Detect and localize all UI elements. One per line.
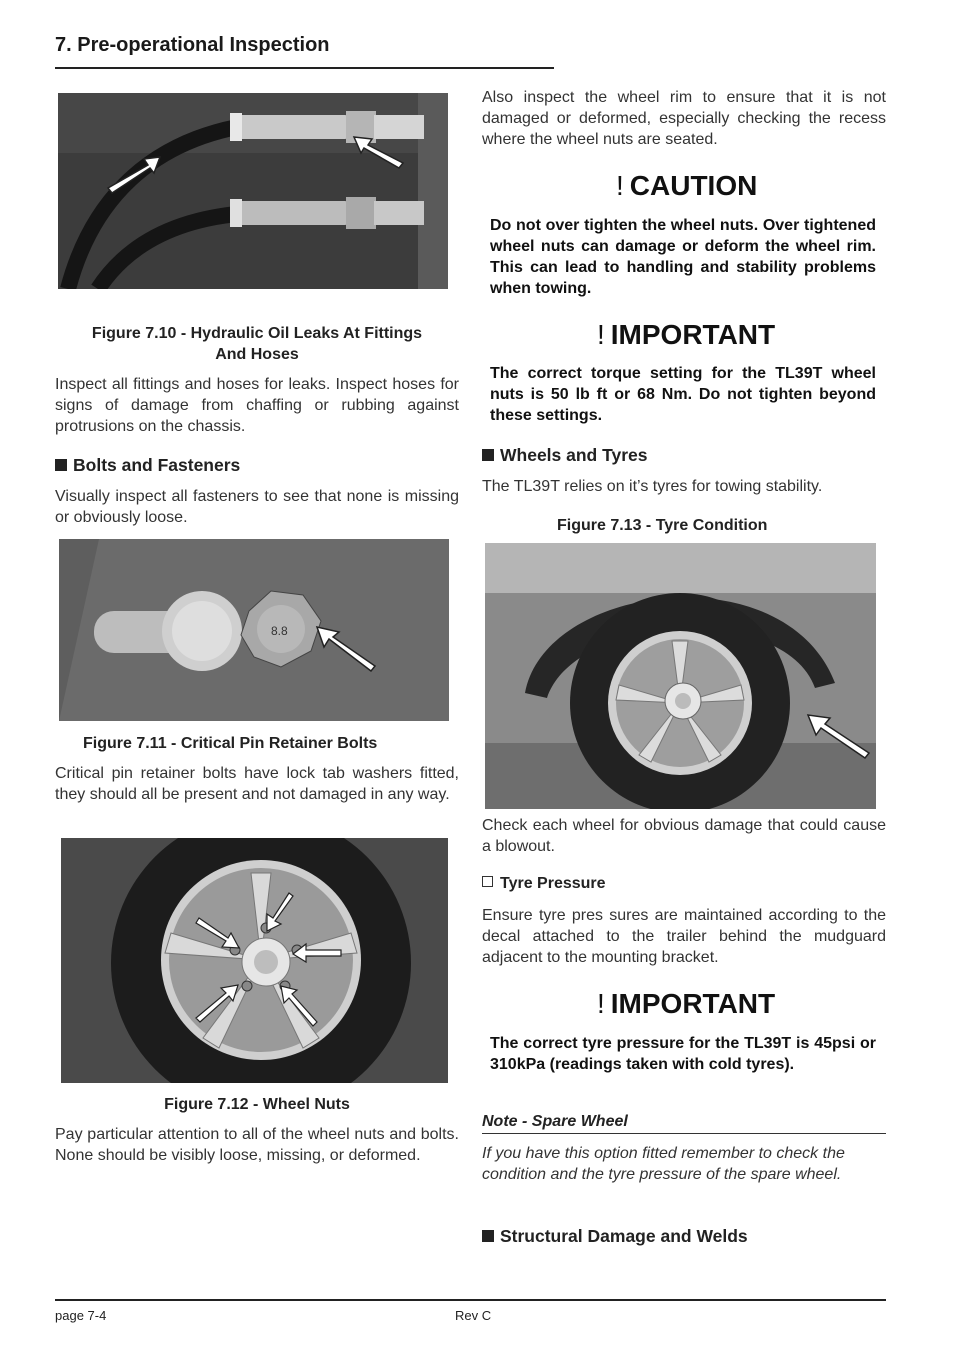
wheels-heading-label: Wheels and Tyres [500, 445, 648, 465]
note-body: If you have this option fitted remember to check the condition and the tyre pressure of the spare wheel. [482, 1145, 845, 1183]
important-title-1-label: IMPORTANT [610, 319, 776, 350]
exclamation-icon: ! [616, 170, 624, 201]
figure-7-10-caption-line2: And Hoses [215, 346, 299, 363]
rim-paragraph: Also inspect the wheel rim to ensure that it is not damaged or deformed, especially checking the recess where the wheel nuts are seated. [482, 89, 886, 148]
nuts-paragraph: Pay particular attention to all of the wheel nuts and bolts. None should be visibly loose, missing, or deformed. [55, 1126, 459, 1164]
checkbox-bullet-icon [482, 876, 493, 887]
square-bullet-icon [482, 1230, 494, 1242]
wheels-heading [482, 445, 886, 466]
header-divider [55, 67, 554, 69]
important-title-1 [597, 319, 775, 351]
check-paragraph: Check each wheel for obvious damage that could cause a blowout. [482, 817, 886, 855]
caution-title [616, 170, 757, 202]
footer-divider [55, 1299, 886, 1301]
exclamation-icon: ! [597, 319, 605, 350]
hoses-paragraph: Inspect all fittings and hoses for leaks. Inspect hoses for signs of damage from chaffing or rubbing against protrusions on the chassis. [55, 376, 459, 435]
revision-label: Rev C [455, 1308, 492, 1323]
figure-7-10-caption-line1: Figure 7.10 - Hydraulic Oil Leaks At Fittings [91, 325, 423, 342]
wheels-paragraph: The TL39T relies on it’s tyres for towing stability. [482, 478, 823, 495]
page-title: 7. Pre-operational Inspection [55, 34, 330, 56]
important-title-2 [597, 988, 775, 1020]
square-bullet-icon [55, 459, 67, 471]
pin-paragraph: Critical pin retainer bolts have lock tab washers fitted, they should all be present and not damaged in any way. [55, 765, 459, 803]
important-body-2: The correct tyre pressure for the TL39T is 45psi or 310kPa (readings taken with cold tyres). [490, 1035, 876, 1073]
square-bullet-icon [482, 449, 494, 461]
figure-7-11-caption: Figure 7.11 - Critical Pin Retainer Bolts [83, 735, 378, 752]
caution-body: Do not over tighten the wheel nuts. Over tightened wheel nuts can damage or deform the wheel rim. This can lead to handling and stability problems when towing. [490, 217, 876, 297]
exclamation-icon: ! [597, 988, 605, 1019]
bolts-heading-label: Bolts and Fasteners [73, 455, 241, 475]
note-heading: Note - Spare Wheel [482, 1113, 886, 1134]
figure-7-10-caption [55, 323, 459, 365]
figure-7-12-photo [61, 838, 448, 1083]
bolts-paragraph: Visually inspect all fasteners to see that none is missing or obviously loose. [55, 488, 459, 526]
pressure-paragraph: Ensure tyre pres sures are maintained according to the decal attached to the trailer behind the mudguard adjacent to the mounting bracket. [482, 907, 886, 966]
structural-heading [482, 1226, 886, 1247]
bolts-heading [55, 455, 459, 476]
figure-7-12-caption: Figure 7.12 - Wheel Nuts [164, 1096, 350, 1113]
page-number: page 7-4 [55, 1308, 107, 1323]
tyre-pressure-heading [482, 875, 886, 893]
important-title-2-label: IMPORTANT [610, 988, 776, 1019]
caution-title-label: CAUTION [629, 170, 758, 201]
figure-7-13-photo [485, 543, 876, 809]
figure-7-10-photo [58, 93, 448, 289]
figure-7-11-photo [59, 539, 449, 721]
structural-heading-label: Structural Damage and Welds [500, 1226, 748, 1246]
bolt-marking: 8.8 [271, 624, 288, 638]
tyre-pressure-heading-label: Tyre Pressure [500, 875, 606, 892]
important-body-1: The correct torque setting for the TL39T wheel nuts is 50 lb ft or 68 Nm. Do not tighten beyond these settings. [490, 365, 876, 424]
figure-7-13-caption: Figure 7.13 - Tyre Condition [557, 517, 768, 534]
